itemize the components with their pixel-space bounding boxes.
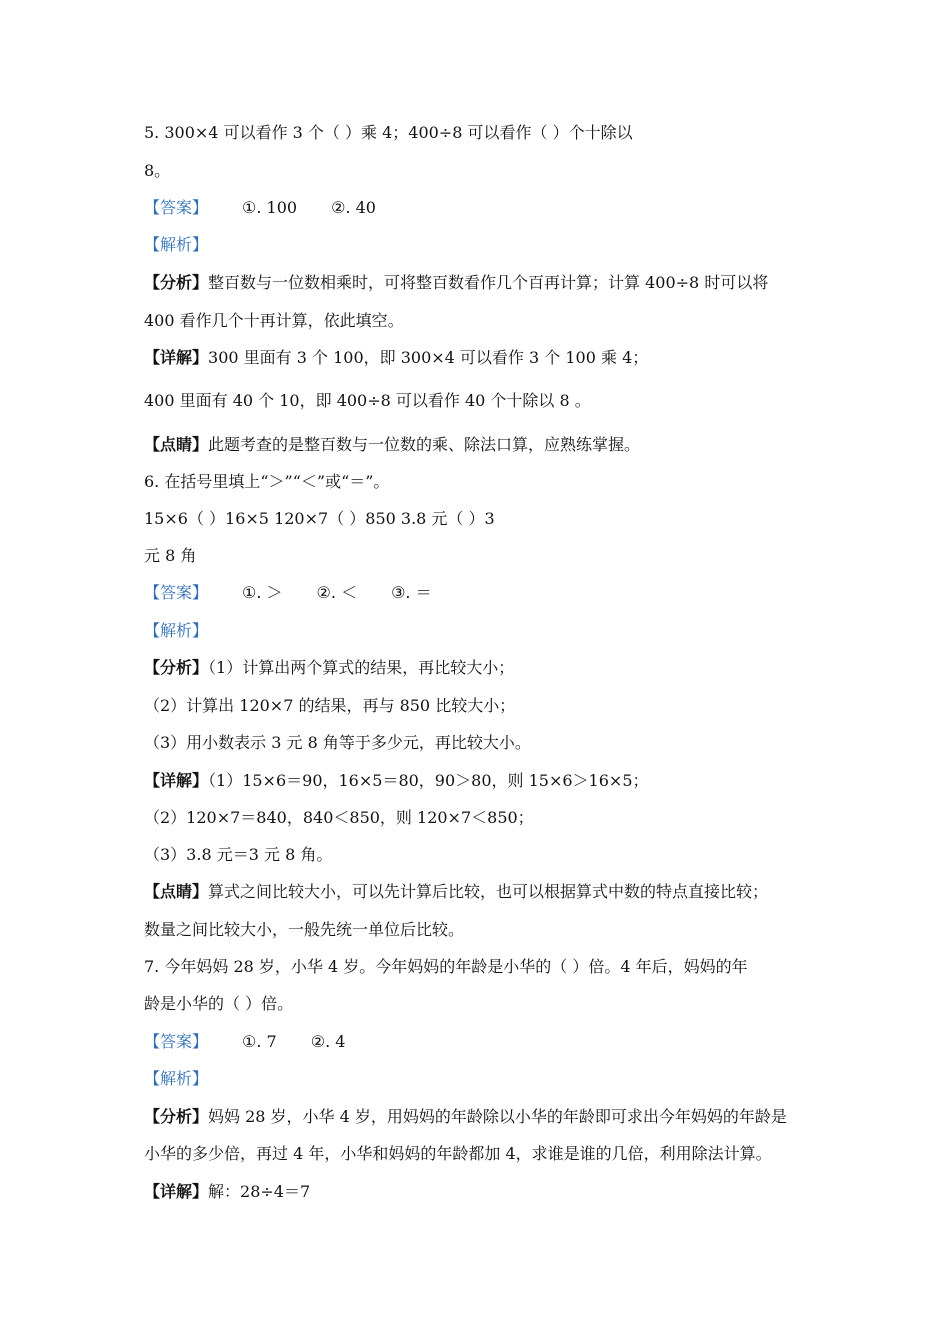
q7-xiangjie-line-1 [144, 1181, 310, 1203]
answer-item: ②. ＜ [316, 583, 358, 602]
fenxi-text: （1）计算出两个算式的结果，再比较大小； [208, 658, 515, 677]
answer-item: ①. 7 [242, 1032, 277, 1051]
answer-item: ①. ＞ [242, 583, 283, 602]
q6-stem-line-2: 15×6（ ）16×5 120×7（ ）850 3.8 元（ ）3 [144, 509, 495, 528]
xiangjie-text: （1）15×6＝90，16×5＝80，90＞80，则 15×6＞16×5； [208, 771, 649, 790]
q5-stem-line-1: 5. 300×4 可以看作 3 个（ ）乘 4；400÷8 可以看作（ ）个十除以 [144, 123, 633, 142]
fenxi-text: 整百数与一位数相乘时，可将整百数看作几个百再计算；计算 400÷8 时可以将 [208, 273, 769, 292]
xiangjie-tag: 【详解】 [144, 348, 209, 367]
q5-dianjing-line-1 [144, 434, 640, 456]
q6-answer-row [144, 582, 432, 604]
dianjing-text: 算式之间比较大小，可以先计算后比较，也可以根据算式中数的特点直接比较； [208, 882, 769, 901]
q5-fenxi-line-1 [144, 272, 768, 294]
fenxi-tag: 【分析】 [144, 658, 209, 677]
answer-item: ②. 4 [310, 1032, 346, 1051]
dianjing-tag: 【点睛】 [144, 435, 209, 454]
xiangjie-text: 300 里面有 3 个 100，即 300×4 可以看作 3 个 100 乘 4； [208, 348, 649, 367]
fenxi-tag: 【分析】 [144, 1107, 209, 1126]
q7-fenxi-line-1 [144, 1106, 787, 1128]
q6-fenxi-line-1 [144, 657, 514, 679]
q6-fenxi-line-3: （3）用小数表示 3 元 8 角等于多少元，再比较大小。 [144, 733, 531, 752]
xiangjie-tag: 【详解】 [144, 1182, 209, 1201]
fenxi-tag: 【分析】 [144, 273, 209, 292]
q5-stem-line-2: 8。 [144, 161, 171, 180]
q5-xiangjie-line-2: 400 里面有 40 个 10，即 400÷8 可以看作 40 个十除以 8 。 [144, 391, 591, 410]
q5-answer-row [144, 197, 376, 219]
q7-fenxi-line-2: 小华的多少倍，再过 4 年，小华和妈妈的年龄都加 4，求谁是谁的几倍，利用除法计算。 [144, 1144, 772, 1163]
dianjing-text: 此题考查的是整百数与一位数的乘、除法口算，应熟练掌握。 [208, 435, 641, 454]
q5-fenxi-line-2: 400 看作几个十再计算，依此填空。 [144, 311, 404, 330]
analysis-tag: 【解析】 [144, 235, 209, 254]
xiangjie-tag: 【详解】 [144, 771, 209, 790]
answer-item: ③. ＝ [391, 583, 432, 602]
answer-item: ②. 40 [331, 198, 376, 217]
q6-xiangjie-line-3: （3）3.8 元＝3 元 8 角。 [144, 845, 333, 864]
q5-xiangjie-line-1 [144, 347, 648, 369]
answer-tag: 【答案】 [144, 583, 209, 602]
analysis-tag: 【解析】 [144, 1069, 209, 1088]
answer-item: ①. 100 [242, 198, 298, 217]
q7-stem-line-1: 7. 今年妈妈 28 岁，小华 4 岁。今年妈妈的年龄是小华的（ ）倍。4 年后，妈妈的年 [144, 957, 748, 976]
q7-stem-line-2: 龄是小华的（ ）倍。 [144, 994, 294, 1013]
answer-tag: 【答案】 [144, 1032, 209, 1051]
q7-answer-row [144, 1031, 345, 1053]
analysis-tag: 【解析】 [144, 621, 209, 640]
answer-tag: 【答案】 [144, 198, 209, 217]
q6-stem-line-3: 元 8 角 [144, 546, 197, 565]
q6-xiangjie-line-2: （2）120×7＝840，840＜850，则 120×7＜850； [144, 808, 534, 827]
q6-xiangjie-line-1 [144, 770, 649, 792]
q6-stem-line-1: 6. 在括号里填上“＞”“＜”或“＝”。 [144, 472, 390, 491]
q6-dianjing-line-1 [144, 881, 768, 903]
xiangjie-text: 解：28÷4＝7 [208, 1182, 311, 1201]
q6-dianjing-line-2: 数量之间比较大小，一般先统一单位后比较。 [144, 920, 465, 939]
fenxi-text: 妈妈 28 岁，小华 4 岁，用妈妈的年龄除以小华的年龄即可求出今年妈妈的年龄是 [208, 1107, 787, 1126]
dianjing-tag: 【点睛】 [144, 882, 209, 901]
q6-fenxi-line-2: （2）计算出 120×7 的结果，再与 850 比较大小； [144, 696, 516, 715]
